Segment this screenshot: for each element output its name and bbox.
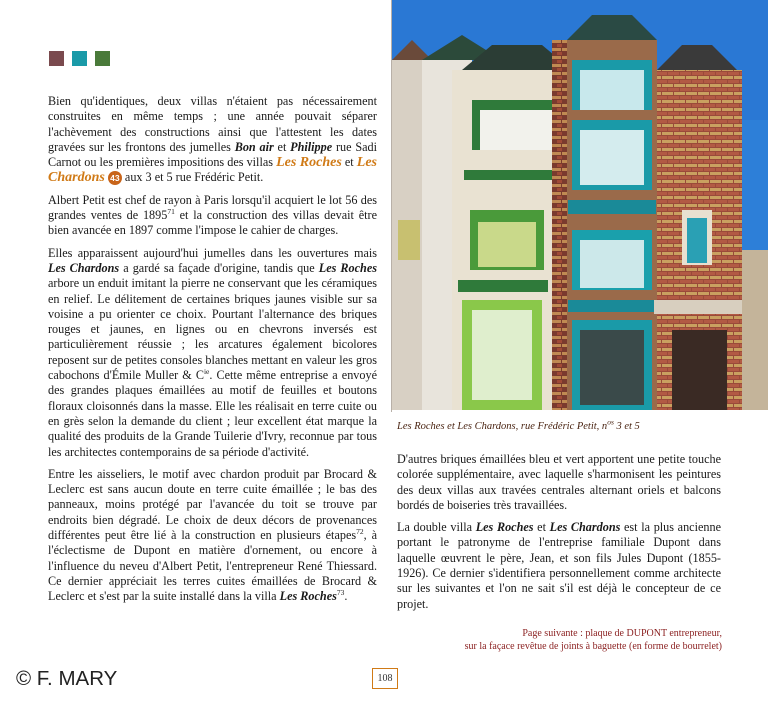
paragraph-1: [48, 94, 377, 186]
text: .: [344, 589, 348, 604]
note-line: sur la façace revêtue de joints à baguette (en forme de bourrelet): [464, 641, 722, 652]
text: 3 et 5: [613, 421, 640, 432]
text: , rue Frédéric Petit, n: [515, 421, 608, 432]
villa-name-highlight: Les Roches: [276, 155, 342, 171]
villa-name: Les Chardons: [549, 520, 621, 535]
paragraph-5: D'autres briques émaillées bleu et vert apportent une petite touche colorée supplémentaire, avec laquelle s'harmonisent les peintures des deux villas aux travées centrales alternant oriels et balcons bordés de boiseries très travaillées.: [397, 452, 721, 512]
text: et: [341, 155, 357, 170]
villa-name: Les Chardons: [48, 260, 120, 275]
copyright-notice: © F. MARY: [16, 667, 118, 690]
text: et: [533, 520, 550, 535]
photo-caption: [397, 417, 757, 432]
paragraph-2: [48, 193, 377, 239]
color-square-green: [95, 51, 110, 66]
villa-name: Les Roches: [397, 421, 445, 432]
right-column: [397, 452, 721, 619]
page-number: 108: [372, 668, 398, 689]
text: est la plus ancienne portant le patronyme de l'entreprise familiale Dupont dans laquelle œuvrent le père, Jean, et son fils Jules Dupont (1855-1926). Ce dernier s'identifiera personnellement comme architecte sur les suivantes et l'on ne sait s'il est déjà le concepteur de ce projet.: [397, 520, 721, 611]
reference-badge[interactable]: 43: [108, 171, 122, 185]
text: aux 3 et 5 rue Frédéric Petit.: [121, 170, 264, 185]
left-column: [48, 94, 377, 612]
paragraph-6: [397, 520, 721, 612]
text: et la construction des villas devait être bien avancée en 1897 comme l'impose le cahier de charges.: [48, 208, 378, 238]
note-line: Page suivante : plaque de DUPONT entrepreneur,: [522, 628, 722, 639]
villa-name: Les Roches: [318, 260, 377, 275]
color-squares: [49, 51, 110, 66]
footnote-ref: 73: [336, 588, 345, 598]
paragraph-4: [48, 467, 377, 605]
villa-name: Les Roches: [279, 589, 337, 604]
villa-name: Les Roches: [475, 520, 534, 535]
text: arbore un enduit imitant la pierre ne conservant que les céramiques en relief. Le délitement de certaines briques jaunes visible sur sa voisine a pu orienter ce choix. Pourtant l'alternance des briques rouges et jaunes, en lignes ou en chevrons inversés est particulièrement réussie ; les arcatures également bicolores reposent sur de petites consoles blanches mettant en valeur les gros cabochons d'Émile Muller & C: [48, 276, 377, 383]
text: Entre les aisseliers, le motif avec chardon produit par Brocard & Leclerc est sans aucun doute en terre cuite émaillée ; le bas des panneaux, moins protégé par l'avancée du toit se trouve par endroits bien dégradé. Le choix de deux décors de provenances différentes peut être lié à la construction en plusieurs étapes: [48, 466, 377, 543]
next-page-note: [430, 627, 722, 653]
text: Bien qu'identiques, deux villas n'étaient pas nécessairement construites en même temps ; une année pouvait séparer l'achèvement des constructions ainsi que l'attestent les dates gravées sur les frontons des jumelles: [48, 94, 377, 154]
text: , à l'éclectisme de Dupont en matière d'ornement, ou encore à l'influence du neveu d'Albert Petit, l'entrepreneur René Thiessard. Ce dernier appréciait les terres cuites émaillées de Brocard & Leclerc et s'est par la suite installé dans la villa: [48, 528, 377, 604]
villa-name: Philippe: [290, 139, 333, 154]
superscript: ie: [203, 366, 210, 376]
text: La double villa: [397, 520, 476, 535]
paragraph-3: [48, 246, 377, 460]
footnote-ref: 71: [167, 207, 175, 217]
villa-name: Les Chardons: [457, 421, 516, 432]
villas-photo: [392, 0, 768, 410]
text: . Cette même entreprise a envoyé des grandes plaques émaillées au motif de feuilles et boutons floraux cloisonnés dans la masse. Elle les réalisait en terre cuite ou en grès selon la demande du client ; leur excellent état marque la qualité des produits de la Grande Tuilerie d'Ivry, reconnue par tous les architectes contemporains de sa période d'activité.: [48, 368, 377, 459]
text: rue Sadi Carnot ou les premières impositions des villas: [48, 139, 377, 170]
superscript: os: [607, 417, 614, 427]
color-square-brown: [49, 51, 64, 66]
text: Albert Petit est chef de rayon à Paris lorsqu'il acquiert le lot 56 des grandes ventes de 1895: [48, 192, 377, 223]
text: a gardé sa façade d'origine, tandis que: [119, 260, 319, 275]
color-square-teal: [72, 51, 87, 66]
text: Elles apparaissent aujourd'hui jumelles dans les ouvertures mais: [48, 245, 377, 260]
footnote-ref: 72: [356, 526, 364, 536]
villa-name: Bon air: [234, 139, 274, 154]
villas-illustration: [392, 0, 768, 410]
villa-name-highlight: Les Chardons: [48, 155, 377, 186]
text: et: [273, 139, 291, 154]
text: et: [444, 421, 458, 432]
